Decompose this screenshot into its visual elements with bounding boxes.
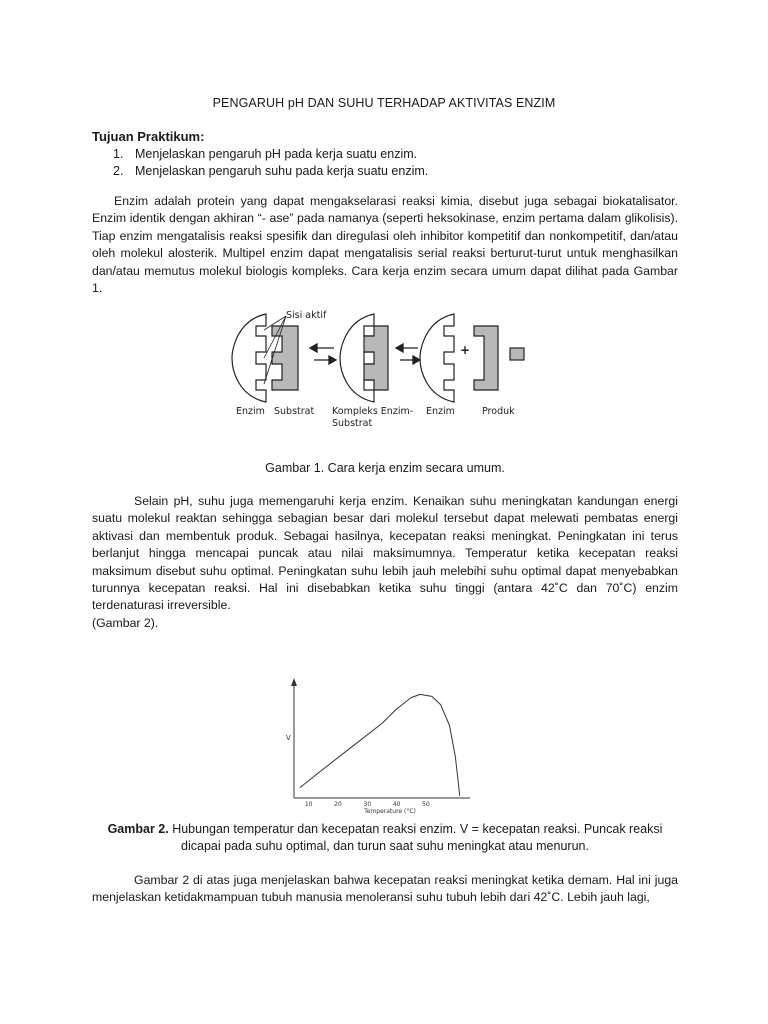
chart-x-label: Temperature (°C) xyxy=(364,808,416,815)
list-number: 1. xyxy=(113,147,124,161)
chart-series-line xyxy=(300,694,460,796)
list-item xyxy=(92,146,428,163)
paragraph-demam-text: Gambar 2 di atas juga menjelaskan bahwa kecepatan reaksi meningkat ketika demam. Hal ini juga menjelaskan ketidakmampuan tubuh manusia menoleransi suhu tubuh lebih dari 42˚C. Lebih jauh lagi, xyxy=(92,873,678,905)
label-enzim: Enzim xyxy=(236,406,265,417)
label-kompleks: Kompleks Enzim- xyxy=(332,406,414,417)
enzyme-substrate-complex xyxy=(340,314,388,402)
paragraph-suhu xyxy=(92,493,678,632)
chart-temperature-velocity xyxy=(278,672,478,817)
chart-y-label: V xyxy=(286,734,291,742)
figure2-caption xyxy=(92,821,678,855)
document-title: PENGARUH pH DAN SUHU TERHADAP AKTIVITAS ENZIM xyxy=(212,96,556,110)
tujuan-list xyxy=(92,146,428,180)
paragraph-demam xyxy=(92,872,678,907)
enzyme-shape xyxy=(232,314,266,402)
figure2-caption-text: Hubungan temperatur dan kecepatan reaksi enzim. V = kecepatan reaksi. Puncak reaksi dicapai pada suhu optimal, dan turun saat suhu meningkat atau menurun. xyxy=(168,822,663,853)
chart-x-tick-label: 30 xyxy=(363,801,372,808)
label-kompleks-substrat: Substrat xyxy=(332,418,373,429)
product-shape xyxy=(474,326,524,390)
figure-enzyme-mechanism xyxy=(228,308,540,432)
label-sisi-aktif: Sisi aktif xyxy=(286,310,327,321)
chart-x-tick-label: 20 xyxy=(334,801,342,808)
enzyme-shape xyxy=(420,314,454,402)
chart-x-tick-label: 10 xyxy=(304,801,313,808)
chart-x-tick-label: 40 xyxy=(392,801,401,808)
label-produk: Produk xyxy=(482,406,515,417)
chart-x-tick-label: 50 xyxy=(422,801,430,808)
figure2-caption-label: Gambar 2. xyxy=(107,822,169,836)
list-number: 2. xyxy=(113,164,124,178)
list-item xyxy=(92,163,428,180)
label-substrat: Substrat xyxy=(274,406,315,417)
list-text: Menjelaskan pengaruh pH pada kerja suatu enzim. xyxy=(135,147,418,161)
tujuan-heading: Tujuan Praktikum: xyxy=(92,129,205,144)
paragraph-intro-text: Enzim adalah protein yang dapat mengakselarasi reaksi kimia, disebut juga sebagai biokatalisator. Enzim identik dengan akhiran “- ase” pada namanya (seperti heksokinase, enzim pertama dalam glikolisis). Tiap enzim mengatalisis reaksi spesifik dan diregulasi oleh inhibitor kompetitif dan nonkompetitif, dan/atau oleh molekul alosterik. Multipel enzim dapat mengatalisis serial reaksi berturut-turut untuk menghasilkan dan/atau memutus molekul biologis kompleks. Cara kerja enzim secara umum dapat dilihat pada Gambar 1. xyxy=(92,194,678,296)
paragraph-suhu-text: Selain pH, suhu juga memengaruhi kerja enzim. Kenaikan suhu meningkatan kandungan energi suatu molekul reaktan sehingga sebagian besar dari molekul tersebut dapat melewati pembatas energi aktivasi dan membentuk produk. Sebagai hasilnya, kecepatan reaksi meningkat. Peningkatan ini terus berlanjut hingga mencapai puncak atau nilai maksimumnya. Temperatur ketika kecepatan reaksi maksimum disebut suhu optimal. Peningkatan suhu lebih jauh melebihi suhu optimal dapat menyebabkan turunnya kecepatan reaksi. Hal ini disebabkan ketika suhu tinggi (antara 42˚C dan 70˚C) enzim terdenaturasi irreversible. xyxy=(92,494,678,613)
equilibrium-arrows-2 xyxy=(396,344,420,364)
label-enzim-2: Enzim xyxy=(426,406,455,417)
chart-y-axis-arrow xyxy=(291,678,297,686)
paragraph-suhu-tail: (Gambar 2). xyxy=(92,615,159,630)
plus-sign: + xyxy=(460,343,471,357)
equilibrium-arrows-1 xyxy=(310,344,336,364)
paragraph-intro xyxy=(92,193,678,297)
figure1-caption: Gambar 1. Cara kerja enzim secara umum. xyxy=(265,461,505,475)
list-text: Menjelaskan pengaruh suhu pada kerja suatu enzim. xyxy=(135,164,429,178)
